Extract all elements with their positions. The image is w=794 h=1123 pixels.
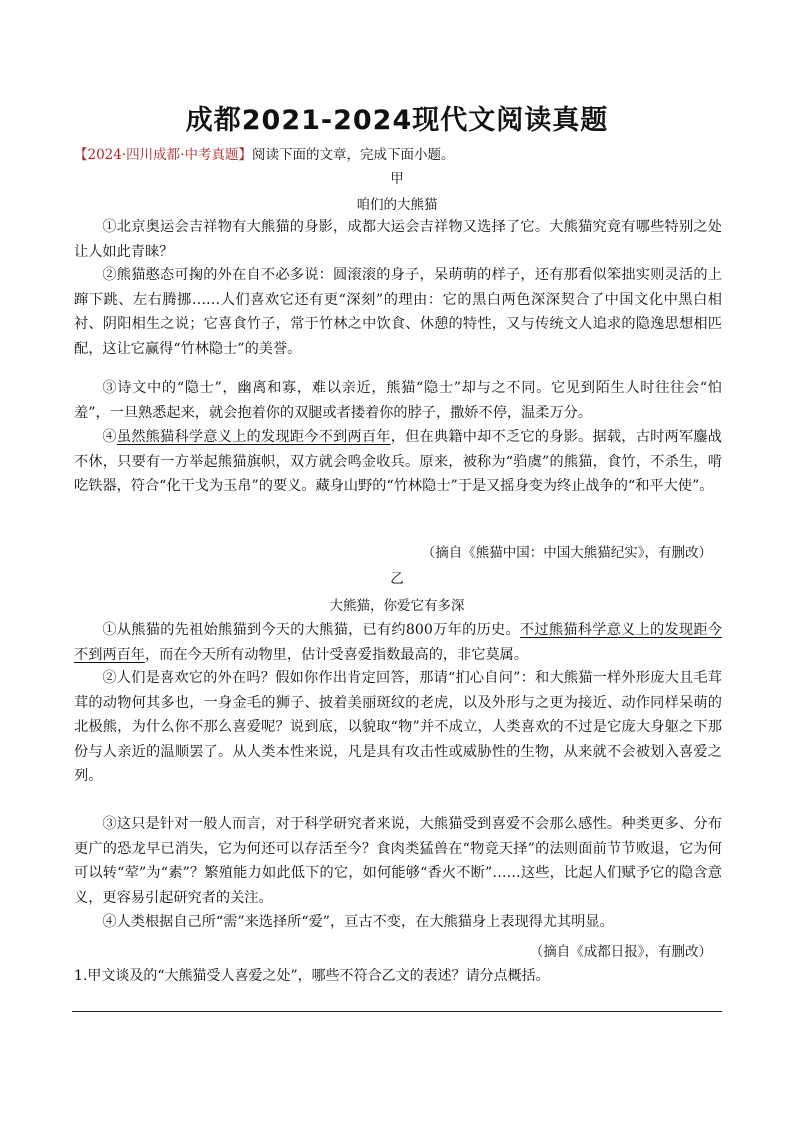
text-b-paragraph-4: ④人类根据自己所“需”来选择所“爱”，亘古不变，在大熊猫身上表现得尤其明显。 [102, 914, 614, 930]
intro-text: 阅读下面的文章，完成下面小题。 [251, 147, 455, 163]
paragraph-text: ，而在今天所有动物里，估计受喜爱指数最高的，非它莫属。 [144, 646, 529, 663]
text-a-heading: 咱们的大熊猫 [356, 197, 438, 213]
question-1: 1.甲文谈及的“大熊猫受人喜爱之处”，哪些不符合乙文的表述？请分点概括。 [74, 968, 550, 984]
underlined-sentence: 虽然熊猫科学意义上的发现距今不到两百年 [116, 429, 391, 445]
text-b-source: （摘自《成都日报》，有删改） [529, 944, 712, 960]
page-title: 成都2021-2024现代文阅读真题 [185, 105, 609, 136]
underlined-sentence: 不过熊猫科学意义上的发现距今不到两百年 [74, 622, 722, 663]
source-tag: 【2024·四川成都·中考真题】 [74, 147, 252, 163]
paragraph-number: ④ [102, 429, 117, 445]
text-a-paragraph-1: ①北京奥运会吉祥物有大熊猫的身影，成都大运会吉祥物又选择了它。大熊猫究竟有哪些特别之处让人如此青睐？ [74, 219, 722, 260]
text-b-paragraph-1 [74, 618, 722, 667]
text-a-paragraph-4 [74, 425, 722, 499]
text-b-paragraph-3: ③这只是针对一般人而言，对于科学研究者来说，大熊猫受到喜爱不会那么感性。种类更多、分布更广的恐龙早已消失，它为何还可以存活至今？食肉类猛兽在“物竞天择”的法则面前节节败退，它为何可以转“荤”为“素”？繁殖能力如此低下的它，如何能够“香火不断”……这些，比起人们赋予它的隐含意义，更容易引起研究者的关注。 [74, 816, 722, 906]
paragraph-text: ，但在典籍中却不乏它的身影。据载，古时两军鏖战不休，只要有一方举起熊猫旗帜，双方就会鸣金收兵。原来，被称为“驺虞”的熊猫，食竹，不杀生，啃吃铁器，符合“化干戈为玉帛”的要义。藏身山野的“竹林隐士”于是又摇身变为终止战争的“和平大使”。 [74, 429, 722, 494]
text-b-label: 乙 [390, 571, 404, 587]
text-b-heading: 大熊猫，你爱它有多深 [329, 598, 465, 614]
answer-line [72, 1011, 722, 1012]
text-a-label: 甲 [390, 171, 404, 187]
paragraph-text: ①从熊猫的先祖始熊猫到今天的大熊猫，已有约800万年的历史。 [102, 622, 520, 638]
question-intro [74, 143, 454, 163]
text-a-source: （摘自《熊猫中国：中国大熊猫纪实》，有删改） [421, 545, 712, 561]
text-b-paragraph-2: ②人们是喜欢它的外在吗？假如你作出肯定回答，那请“扪心自问”：和大熊猫一样外形庞大且毛茸茸的动物何其多也，一身金毛的狮子、披着美丽斑纹的老虎，以及外形与之更为接近、动作同样呆萌的北极熊，为什么你不那么喜爱呢？说到底，以貌取“物”并不成立，人类喜欢的不过是它庞大身躯之下那份与人亲近的温顺罢了。从人类本性来说，凡是具有攻击性或威胁性的生物，从来就不会被划入喜爱之列。 [74, 670, 722, 784]
text-a-paragraph-2: ②熊猫憨态可掬的外在自不必多说：圆滚滚的身子，呆萌萌的样子，还有那看似笨拙实则灵活的上蹿下跳、左右腾挪……人们喜欢它还有更“深刻”的理由：它的黑白两色深深契合了中国文化中黑白相衬、阴阳相生之说；它喜食竹子，常于竹林之中饮食、休憩的特性，又与传统文人追求的隐逸思想相匹配，这让它赢得“竹林隐士”的美誉。 [74, 267, 722, 357]
text-a-paragraph-3: ③诗文中的“隐士”，幽离和寡，难以亲近，熊猫“隐士”却与之不同。它见到陌生人时往往会“怕羞”，一旦熟悉起来，就会抱着你的双腿或者搂着你的脖子，撒娇不停，温柔万分。 [74, 380, 722, 421]
